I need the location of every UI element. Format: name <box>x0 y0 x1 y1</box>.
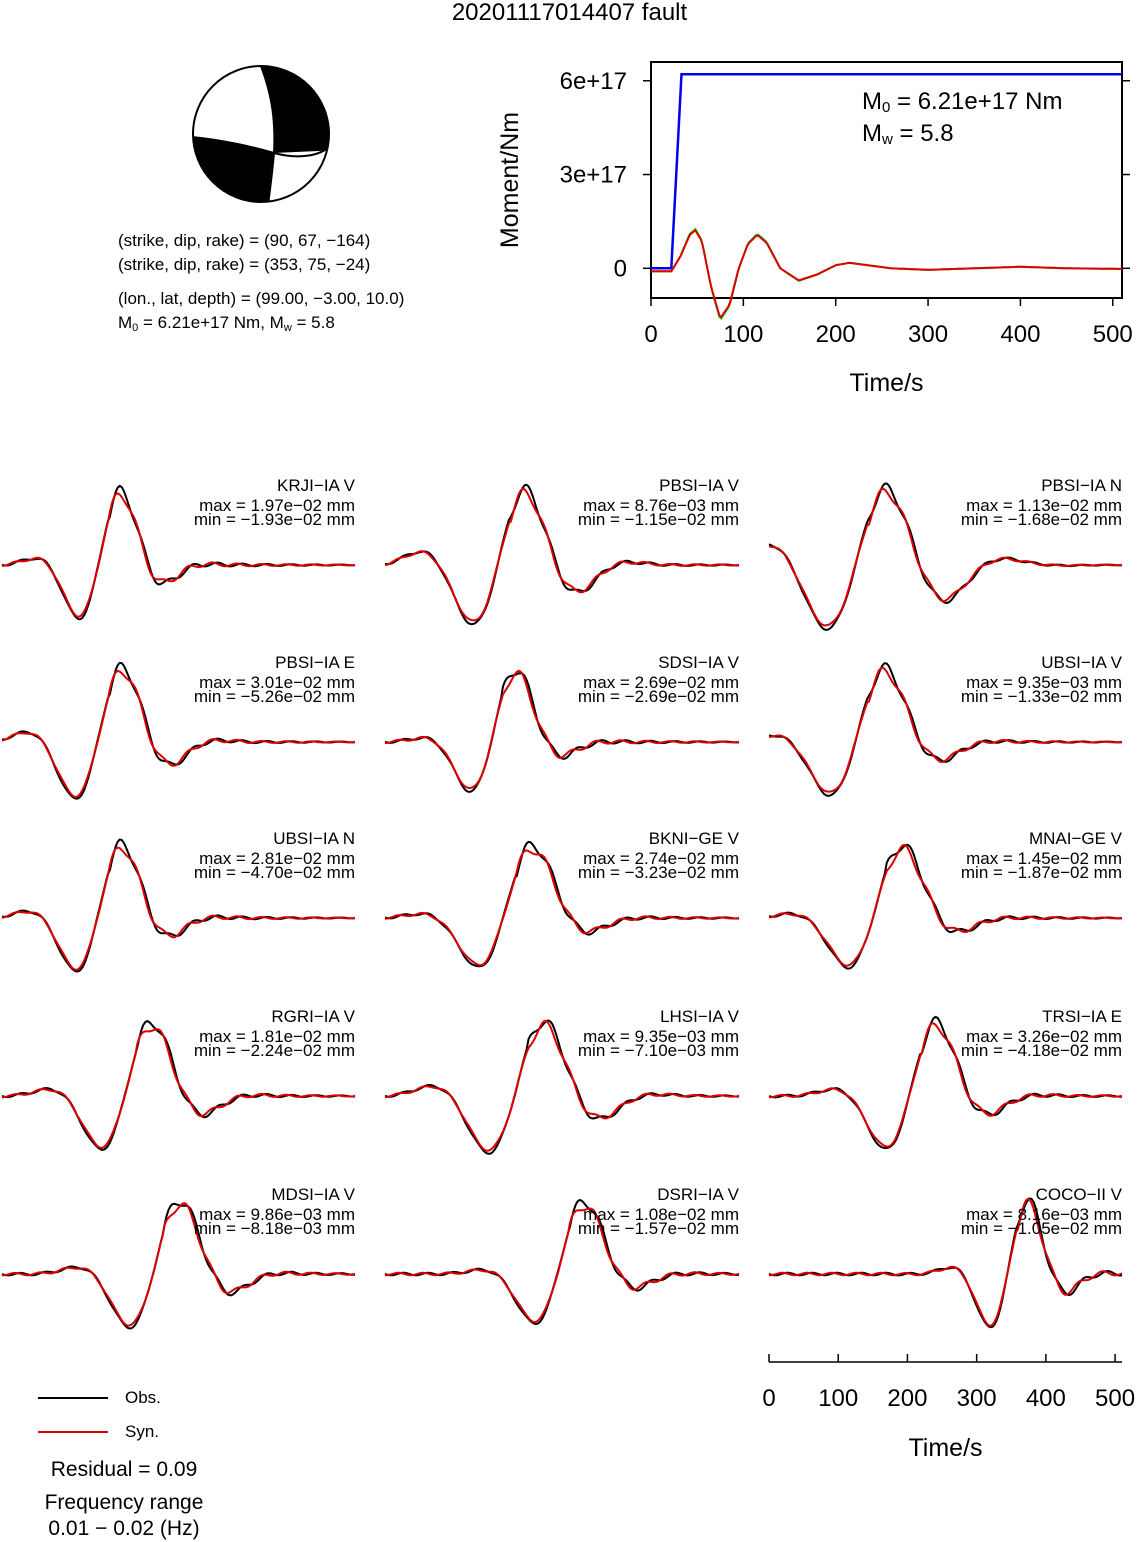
moment-annotation-mw <box>862 120 954 154</box>
trace-max-label: max = 1.45e−02 mm <box>966 849 1122 868</box>
trace-min-label: min = −7.10e−03 mm <box>577 1041 739 1060</box>
moment-y-tick-label: 6e+17 <box>559 67 627 95</box>
beachball-nodal-line-2 <box>193 138 329 156</box>
m0-value: = 6.21e+17 Nm, M <box>138 313 284 332</box>
trace-x-tick-label: 500 <box>1095 1385 1136 1412</box>
anno-m0-value: = 6.21e+17 Nm <box>890 88 1063 115</box>
trace-station-label: UBSI−IA V <box>1041 653 1122 672</box>
trace-station-label: COCO−II V <box>1035 1185 1122 1204</box>
trace-x-tick-label: 400 <box>1025 1385 1066 1412</box>
trace-x-axis-label: Time/s <box>908 1434 983 1462</box>
trace-max-label: max = 3.01e−02 mm <box>199 673 355 692</box>
trace-max-label: max = 2.69e−02 mm <box>583 673 739 692</box>
beachball-nodal-line-1 <box>261 66 274 205</box>
m0-prefix: M <box>118 313 133 332</box>
strike-dip-rake-1: (strike, dip, rake) = (90, 67, −164) <box>118 231 371 250</box>
moment-curve-green <box>651 229 1122 318</box>
trace-max-label: max = 9.35e−03 mm <box>583 1027 739 1046</box>
trace-max-label: max = 2.74e−02 mm <box>583 849 739 868</box>
anno-m0-subscript: 0 <box>882 99 891 116</box>
trace-max-label: max = 1.81e−02 mm <box>199 1027 355 1046</box>
trace-station-label: MNAI−GE V <box>1028 829 1122 848</box>
moment-curve-red <box>651 230 1122 317</box>
trace-x-tick-label: 300 <box>956 1385 997 1412</box>
frequency-range-label: Frequency range <box>44 1491 204 1514</box>
trace-min-label: min = −8.18e−03 mm <box>193 1219 355 1238</box>
legend-syn-label: Syn. <box>125 1422 160 1441</box>
anno-mw-value: = 5.8 <box>892 120 954 147</box>
trace-station-label: RGRI−IA V <box>271 1007 355 1026</box>
trace-station-label: DSRI−IA V <box>657 1185 739 1204</box>
anno-mw-subscript: w <box>882 131 893 148</box>
trace-station-label: LHSI−IA V <box>660 1007 739 1026</box>
trace-station-label: UBSI−IA N <box>273 829 355 848</box>
moment-y-axis-label: Moment/Nm <box>496 111 524 249</box>
trace-station-label: PBSI−IA E <box>275 653 355 672</box>
mw-value: = 5.8 <box>291 313 335 332</box>
location-depth: (lon., lat, depth) = (99.00, −3.00, 10.0) <box>118 289 405 308</box>
moment-x-axis-label: Time/s <box>849 369 924 397</box>
trace-min-label: min = −1.33e−02 mm <box>960 687 1122 706</box>
trace-x-tick-label: 100 <box>818 1385 859 1412</box>
trace-min-label: min = −4.18e−02 mm <box>960 1041 1122 1060</box>
trace-min-label: min = −1.87e−02 mm <box>960 863 1122 882</box>
trace-max-label: max = 9.35e−03 mm <box>966 673 1122 692</box>
moment-x-tick-label: 200 <box>815 321 856 348</box>
trace-min-label: min = −1.68e−02 mm <box>960 510 1122 529</box>
m0-subscript: 0 <box>132 322 139 334</box>
moment-x-tick-label: 100 <box>723 321 764 348</box>
trace-max-label: max = 8.76e−03 mm <box>583 496 739 515</box>
beachball-background <box>193 66 329 202</box>
trace-max-label: max = 8.16e−03 mm <box>966 1205 1122 1224</box>
trace-station-label: BKNI−GE V <box>648 829 739 848</box>
residual-text: Residual = 0.09 <box>50 1458 198 1481</box>
trace-max-label: max = 1.13e−02 mm <box>966 496 1122 515</box>
moment-x-tick-label: 400 <box>1000 321 1041 348</box>
trace-station-label: PBSI−IA V <box>659 476 739 495</box>
legend-obs-label: Obs. <box>125 1388 161 1407</box>
trace-min-label: min = −1.93e−02 mm <box>193 510 355 529</box>
anno-m0-prefix: M <box>862 88 882 115</box>
moment-y-tick-label: 0 <box>613 255 627 283</box>
trace-max-label: max = 1.97e−02 mm <box>199 496 355 515</box>
trace-station-label: TRSI−IA E <box>1042 1007 1122 1026</box>
trace-min-label: min = −1.05e−02 mm <box>960 1219 1122 1238</box>
trace-station-label: PBSI−IA N <box>1041 476 1122 495</box>
trace-min-label: min = −2.69e−02 mm <box>577 687 739 706</box>
moment-y-tick-label: 3e+17 <box>559 161 627 189</box>
trace-max-label: max = 1.08e−02 mm <box>583 1205 739 1224</box>
mw-subscript: w <box>283 322 292 334</box>
trace-min-label: min = −1.15e−02 mm <box>577 510 739 529</box>
beachball-quadrant-ne <box>261 60 340 153</box>
trace-x-tick-label: 0 <box>762 1385 776 1412</box>
frequency-range-value: 0.01 − 0.02 (Hz) <box>48 1517 200 1540</box>
moment-x-tick-label: 0 <box>644 321 658 348</box>
page-title: 20201117014407 fault <box>451 0 688 26</box>
trace-max-label: max = 3.26e−02 mm <box>966 1027 1122 1046</box>
trace-max-label: max = 2.81e−02 mm <box>199 849 355 868</box>
anno-mw-prefix: M <box>862 120 882 147</box>
moment-magnitude-info <box>118 313 335 338</box>
trace-min-label: min = −4.70e−02 mm <box>193 863 355 882</box>
beachball-quadrant-sw <box>180 135 274 205</box>
trace-min-label: min = −1.57e−02 mm <box>577 1219 739 1238</box>
trace-x-tick-label: 200 <box>887 1385 928 1412</box>
trace-min-label: min = −3.23e−02 mm <box>577 863 739 882</box>
trace-min-label: min = −2.24e−02 mm <box>193 1041 355 1060</box>
beachball-outline <box>193 66 329 202</box>
trace-station-label: KRJI−IA V <box>277 476 355 495</box>
legend <box>38 1398 108 1432</box>
beachball <box>180 60 340 205</box>
moment-x-tick-label: 300 <box>908 321 949 348</box>
trace-min-label: min = −5.26e−02 mm <box>193 687 355 706</box>
trace-max-label: max = 9.86e−03 mm <box>199 1205 355 1224</box>
moment-x-tick-label: 500 <box>1092 321 1133 348</box>
trace-station-label: MDSI−IA V <box>271 1185 355 1204</box>
trace-station-label: SDSI−IA V <box>658 653 739 672</box>
moment-annotation-m0 <box>862 88 1062 122</box>
strike-dip-rake-2: (strike, dip, rake) = (353, 75, −24) <box>118 255 371 274</box>
